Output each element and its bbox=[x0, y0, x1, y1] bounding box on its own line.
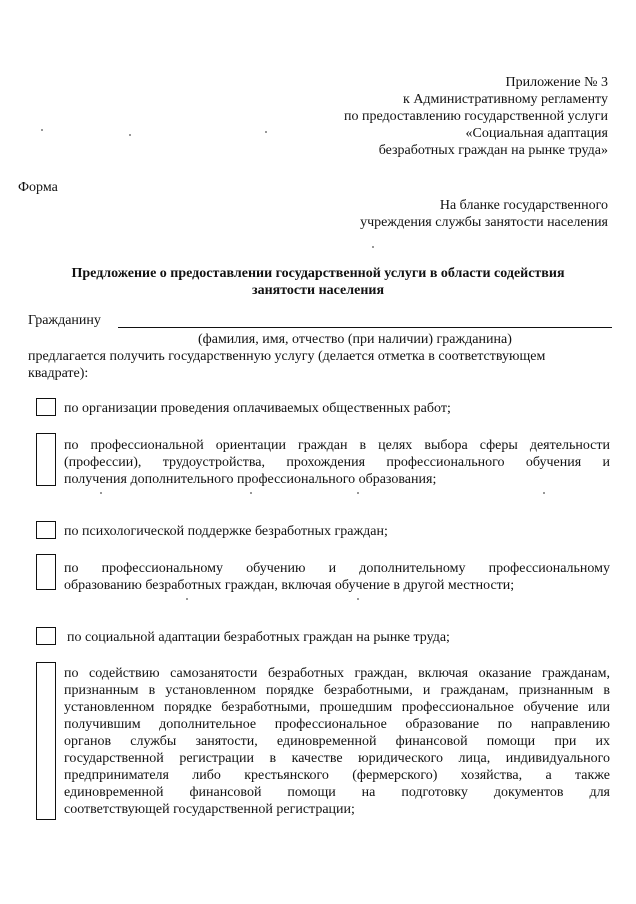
option-text bbox=[64, 437, 610, 488]
option-checkbox[interactable] bbox=[36, 433, 56, 486]
appendix-line: к Административному регламенту bbox=[403, 92, 608, 107]
option-line: признанным в установленном порядке безработными, и гражданам, признанным в bbox=[64, 683, 610, 698]
appendix-block bbox=[300, 74, 608, 159]
appendix-line: по предоставлению государственной услуги bbox=[344, 109, 608, 124]
scan-speck bbox=[250, 492, 252, 494]
option-checkbox[interactable] bbox=[36, 521, 56, 539]
intro-line: квадрате): bbox=[28, 366, 89, 381]
option-line: по содействию самозанятости безработных граждан, включая оказание гражданам, bbox=[64, 666, 610, 681]
option-line: образованию безработных граждан, включая обучение в другой местности; bbox=[64, 578, 515, 593]
scan-speck bbox=[129, 134, 131, 136]
scan-speck bbox=[543, 492, 545, 494]
option-line: по организации проведения оплачиваемых общественных работ; bbox=[64, 401, 451, 416]
appendix-line: Приложение № 3 bbox=[505, 75, 608, 90]
option-text bbox=[67, 629, 610, 646]
option-line: установленном порядке безработными, прошедшим профессиональное обучение или bbox=[64, 700, 610, 715]
scan-speck bbox=[372, 246, 374, 248]
document-title bbox=[20, 265, 616, 299]
citizen-name-field[interactable] bbox=[118, 327, 612, 328]
option-line: по психологической поддержке безработных граждан; bbox=[64, 524, 388, 539]
scan-speck bbox=[265, 131, 267, 133]
option-line: по социальной адаптации безработных граждан на рынке труда; bbox=[67, 630, 450, 645]
form-label: Форма bbox=[18, 180, 58, 195]
option-text bbox=[64, 560, 610, 594]
option-line: органов службы занятости, единовременной финансовой помощи при их bbox=[64, 734, 610, 749]
option-line: соответствующей государственной регистрации; bbox=[64, 802, 355, 817]
option-line: по профессиональному обучению и дополнительному профессиональному bbox=[64, 561, 610, 576]
option-line: (профессии), трудоустройства, прохождения профессионального обучения и bbox=[64, 455, 610, 470]
option-line: по профессиональной ориентации граждан в целях выбора сферы деятельности bbox=[64, 438, 610, 453]
option-line: получившим дополнительное профессиональное образование по направлению bbox=[64, 717, 610, 732]
citizen-caption: (фамилия, имя, отчество (при наличии) гражданина) bbox=[198, 332, 512, 347]
citizen-label: Гражданину bbox=[28, 313, 101, 328]
scan-speck bbox=[357, 492, 359, 494]
title-line: занятости населения bbox=[251, 283, 385, 298]
option-checkbox[interactable] bbox=[36, 554, 56, 590]
option-text bbox=[64, 400, 610, 417]
appendix-line: безработных граждан на рынке труда» bbox=[378, 143, 608, 158]
option-text bbox=[64, 523, 610, 540]
option-checkbox[interactable] bbox=[36, 398, 56, 416]
option-line: государственной регистрации в качестве юридического лица, индивидуального bbox=[64, 751, 610, 766]
title-line: Предложение о предоставлении государственной услуги в области содействия bbox=[71, 266, 565, 281]
intro-text bbox=[28, 348, 612, 382]
option-checkbox[interactable] bbox=[36, 662, 56, 820]
appendix-line: «Социальная адаптация bbox=[465, 126, 608, 141]
option-text bbox=[64, 665, 610, 818]
scan-speck bbox=[186, 598, 188, 600]
option-checkbox[interactable] bbox=[36, 627, 56, 645]
option-line: предпринимателя либо крестьянского (фермерского) хозяйства, а также bbox=[64, 768, 610, 783]
scan-speck bbox=[357, 598, 359, 600]
option-line: единовременной финансовой помощи на подготовку документов для bbox=[64, 785, 610, 800]
blank-line: учреждения службы занятости населения bbox=[360, 215, 608, 230]
blank-block bbox=[300, 197, 608, 231]
intro-line: предлагается получить государственную услугу (делается отметка в соответствующем bbox=[28, 349, 546, 364]
scan-speck bbox=[100, 492, 102, 494]
option-line: получения дополнительного профессионального образования; bbox=[64, 472, 437, 487]
blank-line: На бланке государственного bbox=[439, 198, 608, 213]
scan-speck bbox=[41, 129, 43, 131]
